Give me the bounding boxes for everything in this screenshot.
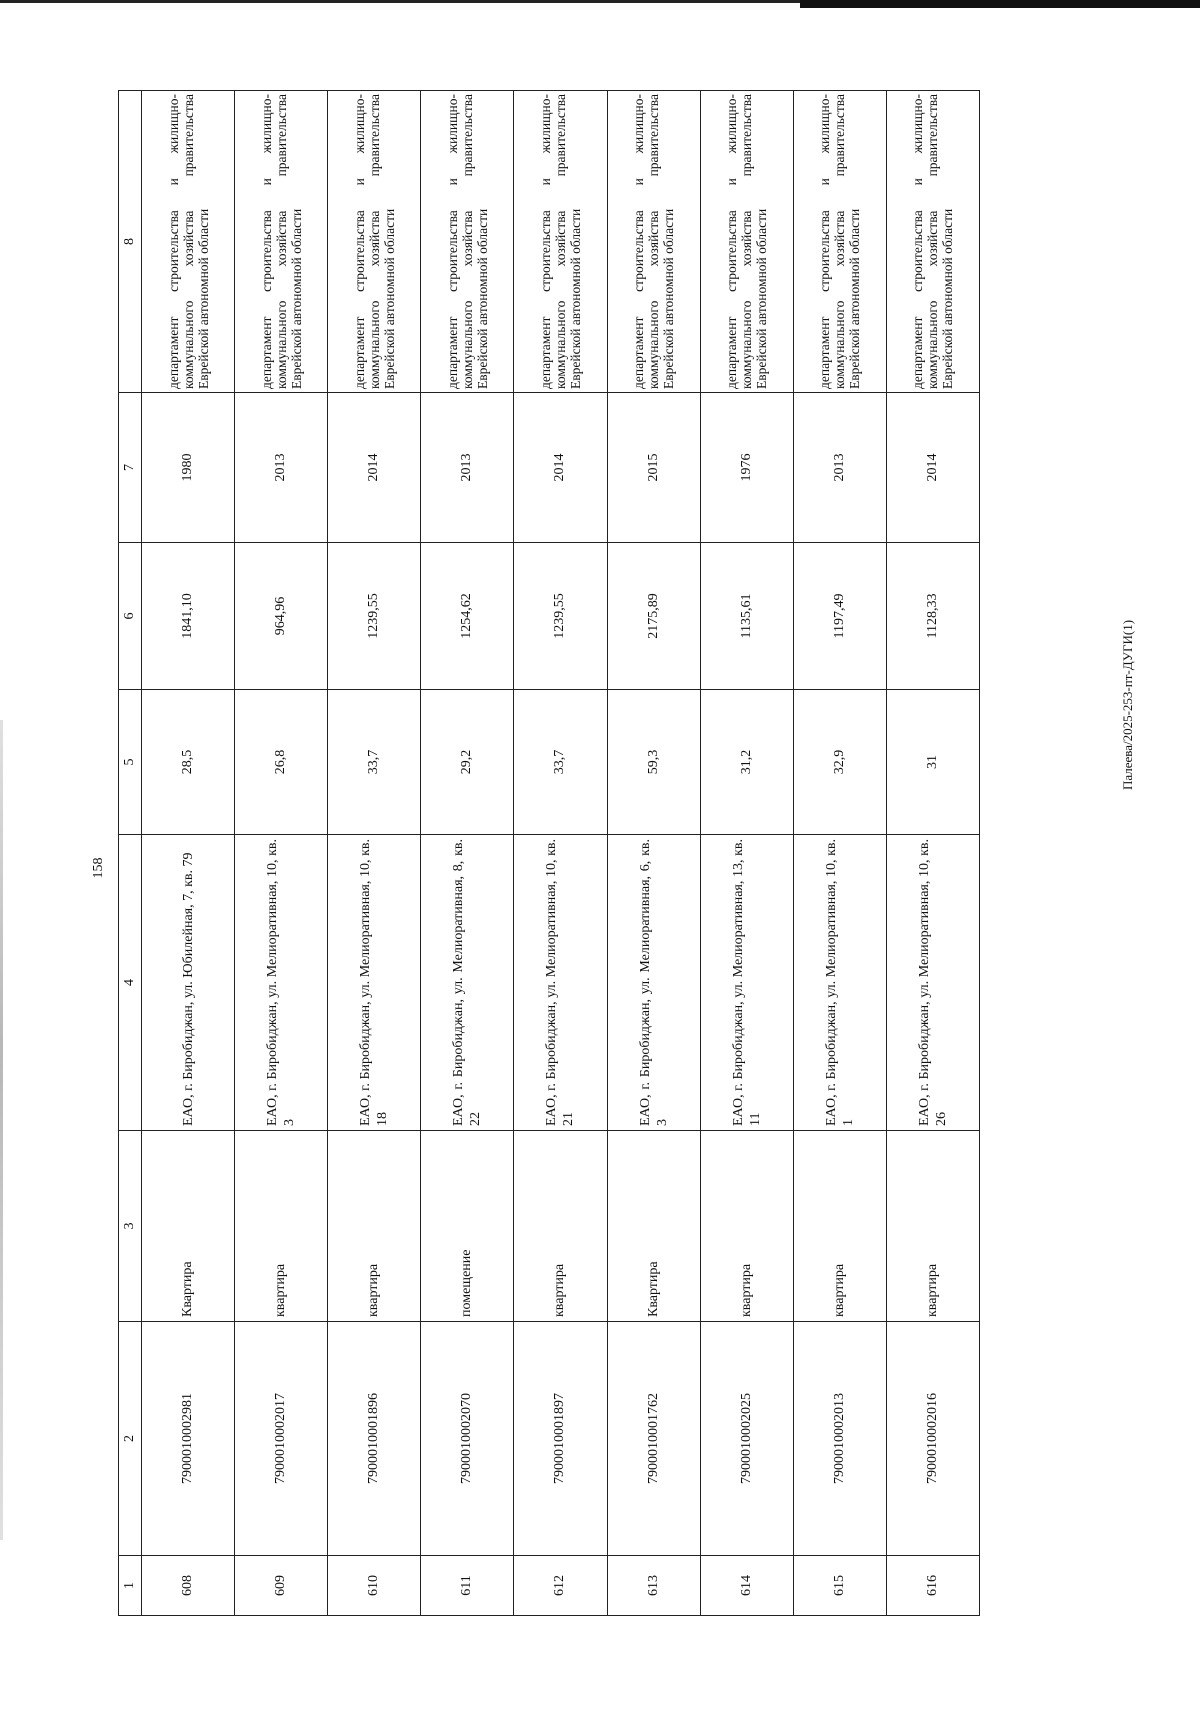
object-type: помещение [421,1131,514,1322]
object-area: 26,8 [235,690,328,835]
registry-table-rotated [118,91,980,1616]
object-area: 29,2 [421,690,514,835]
object-area: 28,5 [142,690,235,835]
holder-department: департамент строительства и жилищно-коммунального хозяйства правительства Еврейской автономной области [793,91,886,393]
cadastral-number: 7900010002025 [700,1322,793,1556]
row-number: 611 [421,1556,514,1616]
header-cell: 4 [119,835,142,1131]
holder-department: департамент строительства и жилищно-коммунального хозяйства правительства Еврейской автономной области [328,91,421,393]
row-number: 610 [328,1556,421,1616]
header-cell: 7 [119,393,142,543]
object-type: Квартира [142,1131,235,1322]
object-year: 2013 [235,393,328,543]
row-number: 613 [607,1556,700,1616]
object-value: 2175,89 [607,543,700,690]
object-type: квартира [514,1131,607,1322]
object-year: 1976 [700,393,793,543]
registry-table [118,90,980,1616]
table-row [886,91,979,1616]
object-type: квартира [700,1131,793,1322]
table-row [328,91,421,1616]
table-row [793,91,886,1616]
row-number: 615 [793,1556,886,1616]
object-value: 1128,33 [886,543,979,690]
holder-department: департамент строительства и жилищно-коммунального хозяйства правительства Еврейской автономной области [514,91,607,393]
object-address: ЕАО, г. Биробиджан, ул. Мелиоративная, 10, кв. 21 [514,835,607,1131]
object-value: 1239,55 [514,543,607,690]
holder-department: департамент строительства и жилищно-коммунального хозяйства правительства Еврейской автономной области [421,91,514,393]
scan-edge-left [0,720,3,1540]
object-year: 2013 [421,393,514,543]
row-number: 612 [514,1556,607,1616]
object-type: Квартира [607,1131,700,1322]
object-address: ЕАО, г. Биробиджан, ул. Мелиоративная, 10, кв. 26 [886,835,979,1131]
scan-edge-top-dark [800,0,1200,8]
cadastral-number: 7900010002013 [793,1322,886,1556]
table-row [142,91,235,1616]
cadastral-number: 7900010002017 [235,1322,328,1556]
cadastral-number: 7900010002070 [421,1322,514,1556]
holder-department: департамент строительства и жилищно-коммунального хозяйства правительства Еврейской автономной области [607,91,700,393]
object-year: 1980 [142,393,235,543]
header-cell: 2 [119,1322,142,1556]
object-year: 2015 [607,393,700,543]
object-area: 33,7 [514,690,607,835]
holder-department: департамент строительства и жилищно-коммунального хозяйства правительства Еврейской автономной области [235,91,328,393]
object-value: 1841,10 [142,543,235,690]
row-number: 614 [700,1556,793,1616]
object-area: 59,3 [607,690,700,835]
header-cell: 5 [119,690,142,835]
row-number: 609 [235,1556,328,1616]
object-address: ЕАО, г. Биробиджан, ул. Мелиоративная, 10, кв. 3 [235,835,328,1131]
object-area: 31 [886,690,979,835]
object-address: ЕАО, г. Биробиджан, ул. Мелиоративная, 8, кв. 22 [421,835,514,1131]
scan-edge-top [0,0,800,3]
row-number: 616 [886,1556,979,1616]
object-type: квартира [793,1131,886,1322]
cadastral-number: 7900010002981 [142,1322,235,1556]
object-area: 32,9 [793,690,886,835]
header-cell: 3 [119,1131,142,1322]
object-year: 2014 [328,393,421,543]
table-row [700,91,793,1616]
object-value: 1254,62 [421,543,514,690]
holder-department: департамент строительства и жилищно-коммунального хозяйства правительства Еврейской автономной области [142,91,235,393]
holder-department: департамент строительства и жилищно-коммунального хозяйства правительства Еврейской автономной области [886,91,979,393]
object-address: ЕАО, г. Биробиджан, ул. Мелиоративная, 10, кв. 18 [328,835,421,1131]
table-row [421,91,514,1616]
row-number: 608 [142,1556,235,1616]
object-type: квартира [235,1131,328,1322]
object-address: ЕАО, г. Биробиджан, ул. Мелиоративная, 13, кв. 11 [700,835,793,1131]
object-address: ЕАО, г. Биробиджан, ул. Мелиоративная, 6, кв. 3 [607,835,700,1131]
object-type: квартира [328,1131,421,1322]
footer-code: Палеева/2025-253-пт-ДУГИ(1) [1120,619,1135,791]
object-value: 1197,49 [793,543,886,690]
cadastral-number: 7900010001897 [514,1322,607,1556]
object-area: 31,2 [700,690,793,835]
object-address: ЕАО, г. Биробиджан, ул. Мелиоративная, 10, кв. 1 [793,835,886,1131]
object-value: 964,96 [235,543,328,690]
object-year: 2014 [886,393,979,543]
object-value: 1239,55 [328,543,421,690]
cadastral-number: 7900010001762 [607,1322,700,1556]
header-cell: 6 [119,543,142,690]
object-area: 33,7 [328,690,421,835]
object-year: 2013 [793,393,886,543]
header-cell: 1 [119,1556,142,1616]
cadastral-number: 7900010001896 [328,1322,421,1556]
header-cell: 8 [119,91,142,393]
object-type: квартира [886,1131,979,1322]
table-row [235,91,328,1616]
header-row [119,91,142,1616]
cadastral-number: 7900010002016 [886,1322,979,1556]
object-address: ЕАО, г. Биробиджан, ул. Юбилейная, 7, кв. 79 [142,835,235,1131]
object-value: 1135,61 [700,543,793,690]
holder-department: департамент строительства и жилищно-коммунального хозяйства правительства Еврейской автономной области [700,91,793,393]
object-year: 2014 [514,393,607,543]
table-row [607,91,700,1616]
page-number: 158 [91,857,106,879]
table-row [514,91,607,1616]
